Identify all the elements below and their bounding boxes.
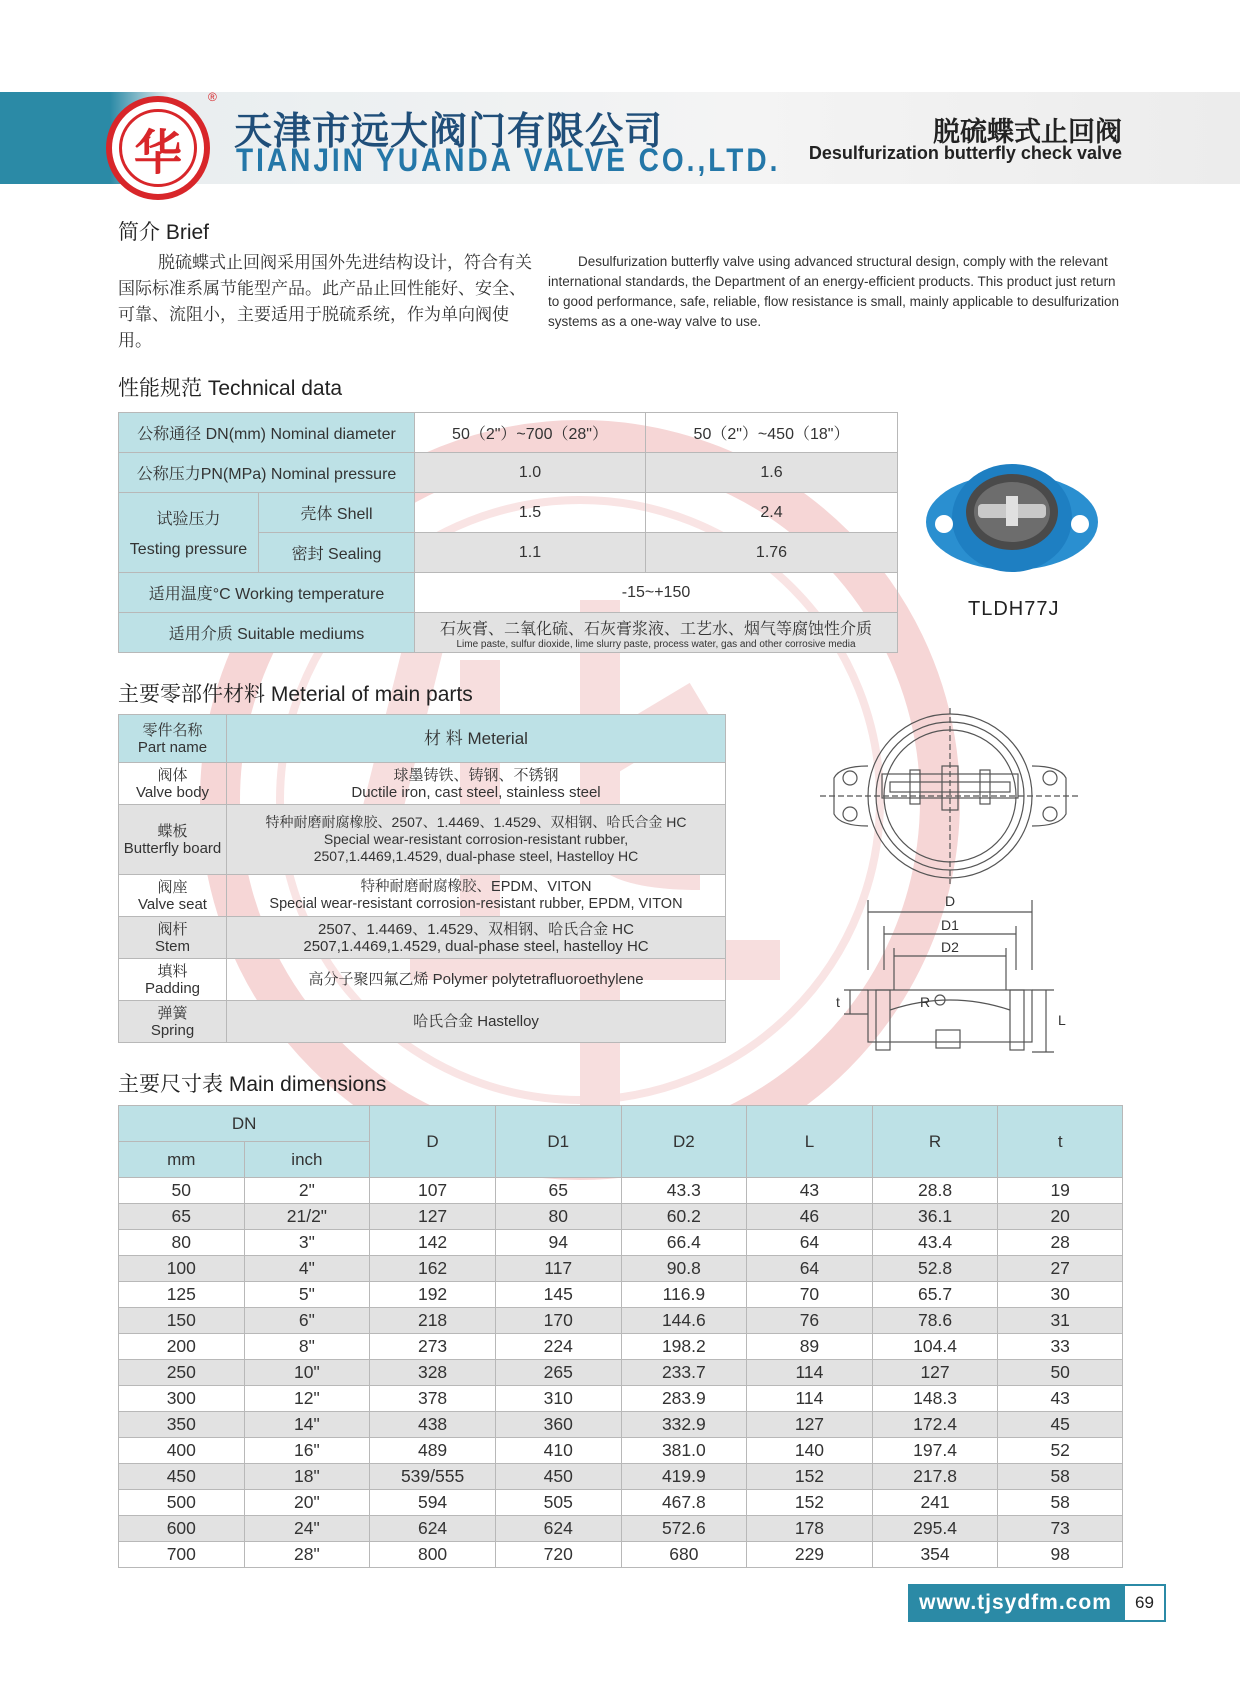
dims-cell: 10"	[244, 1360, 370, 1386]
nominal-pressure-b: 1.6	[646, 453, 898, 493]
dims-cell: 20"	[244, 1490, 370, 1516]
dims-cell: 410	[495, 1438, 621, 1464]
dims-cell: 150	[119, 1308, 245, 1334]
dims-cell: 76	[747, 1308, 873, 1334]
dims-cell: 178	[747, 1516, 873, 1542]
dims-cell: 224	[495, 1334, 621, 1360]
dims-cell: 16"	[244, 1438, 370, 1464]
material-line: 特种耐磨耐腐橡胶、EPDM、VITON	[360, 878, 592, 895]
dims-cell: 89	[747, 1334, 873, 1360]
part-name-en: Butterfly board	[123, 839, 222, 857]
dims-header-inch: inch	[244, 1142, 370, 1178]
dims-cell: 450	[495, 1464, 621, 1490]
dims-cell: 594	[370, 1490, 496, 1516]
shell-a: 1.5	[415, 493, 646, 533]
nominal-diameter-b: 50（2"）~450（18"）	[646, 413, 898, 453]
dims-cell: 332.9	[621, 1412, 747, 1438]
dims-cell: 5"	[244, 1282, 370, 1308]
dims-cell: 64	[747, 1230, 873, 1256]
registered-mark: ®	[208, 90, 217, 104]
dims-row	[119, 1542, 1123, 1568]
material-row-value	[227, 763, 726, 805]
dims-cell: 58	[998, 1464, 1123, 1490]
dims-cell: 65	[119, 1204, 245, 1230]
product-title-cn: 脱硫蝶式止回阀	[933, 117, 1122, 147]
materials-title: 主要零部件材料 Meterial of main parts	[118, 683, 473, 706]
dims-cell: 66.4	[621, 1230, 747, 1256]
part-name-en: Valve body	[135, 783, 210, 801]
dims-cell: 192	[370, 1282, 496, 1308]
dims-cell: 197.4	[872, 1438, 998, 1464]
dims-cell: 21/2"	[244, 1204, 370, 1230]
material-line: Special wear-resistant corrosion-resistant rubber,	[323, 831, 629, 847]
dims-cell: 381.0	[621, 1438, 747, 1464]
materials-table	[118, 714, 726, 1043]
dims-cell: 100	[119, 1256, 245, 1282]
sealing-a: 1.1	[415, 533, 646, 573]
part-name-cn: 蝶板	[157, 822, 188, 840]
page-number: 69	[1123, 1584, 1166, 1622]
valve-front-drawing	[820, 706, 1080, 886]
sealing-b: 1.76	[646, 533, 898, 573]
dims-cell: 310	[495, 1386, 621, 1412]
dims-cell: 31	[998, 1308, 1123, 1334]
company-name-cn: 天津市远大阀门有限公司	[234, 111, 664, 153]
dims-cell: 28.8	[872, 1178, 998, 1204]
dims-cell: 172.4	[872, 1412, 998, 1438]
dims-row	[119, 1230, 1123, 1256]
dims-cell: 36.1	[872, 1204, 998, 1230]
material-row-value	[227, 1001, 726, 1043]
dims-header-d2: D2	[621, 1106, 747, 1178]
nominal-diameter-label: 公称通径 DN(mm) Nominal diameter	[119, 413, 415, 453]
dims-cell: 43	[998, 1386, 1123, 1412]
dims-cell: 70	[747, 1282, 873, 1308]
dim-label-r: R	[920, 994, 931, 1010]
dims-cell: 233.7	[621, 1360, 747, 1386]
dimensions-table	[118, 1105, 1123, 1568]
dims-cell: 378	[370, 1386, 496, 1412]
brief-text-en: Desulfurization butterfly valve using advanced structural design, comply with the relevant international standards, the Department of an energy-efficient products. This product just return to good performance, safe, reliable, flow resistance is small, mainly applicable to desulfurization systems as a one-way valve to use.	[548, 254, 1120, 329]
dims-cell: 24"	[244, 1516, 370, 1542]
material-line: 高分子聚四氟乙烯 Polymer polytetrafluoroethylene	[308, 971, 644, 988]
dims-cell: 2"	[244, 1178, 370, 1204]
dims-cell: 162	[370, 1256, 496, 1282]
part-name-en: Padding	[144, 979, 201, 997]
material-row-value	[227, 917, 726, 959]
dims-cell: 98	[998, 1542, 1123, 1568]
medium-label: 适用介质 Suitable mediums	[119, 613, 415, 653]
dims-cell: 152	[747, 1490, 873, 1516]
dims-cell: 45	[998, 1412, 1123, 1438]
dims-row	[119, 1438, 1123, 1464]
logo-char: 华	[119, 109, 197, 187]
dims-cell: 265	[495, 1360, 621, 1386]
dim-label-l: L	[1058, 1012, 1066, 1028]
dims-cell: 28"	[244, 1542, 370, 1568]
part-name-en: Spring	[150, 1021, 195, 1039]
dims-cell: 140	[747, 1438, 873, 1464]
dims-cell: 283.9	[621, 1386, 747, 1412]
dims-cell: 20	[998, 1204, 1123, 1230]
dims-cell: 104.4	[872, 1334, 998, 1360]
part-name-cn: 阀体	[157, 766, 188, 784]
dims-cell: 8"	[244, 1334, 370, 1360]
dims-cell: 43.3	[621, 1178, 747, 1204]
material-row-value	[227, 875, 726, 917]
dims-cell: 64	[747, 1256, 873, 1282]
dims-cell: 58	[998, 1490, 1123, 1516]
material-line: Ductile iron, cast steel, stainless steel	[351, 783, 601, 801]
dims-cell: 127	[747, 1412, 873, 1438]
dims-cell: 6"	[244, 1308, 370, 1334]
dims-cell: 350	[119, 1412, 245, 1438]
material-line: 2507,1.4469,1.4529, dual-phase steel, hastelloy HC	[303, 937, 649, 955]
material-row-part	[119, 917, 227, 959]
dims-cell: 539/555	[370, 1464, 496, 1490]
materials-header-part	[119, 715, 227, 763]
medium-cn: 石灰膏、二氧化硫、石灰膏浆液、工艺水、烟气等腐蚀性介质	[439, 620, 872, 638]
dims-cell: 78.6	[872, 1308, 998, 1334]
material-row-part	[119, 959, 227, 1001]
dims-cell: 43	[747, 1178, 873, 1204]
dims-header-d1: D1	[495, 1106, 621, 1178]
dims-cell: 125	[119, 1282, 245, 1308]
materials-header-material: 材 料 Meterial	[227, 715, 726, 763]
dims-cell: 27	[998, 1256, 1123, 1282]
website-url[interactable]: www.tjsydfm.com	[908, 1584, 1123, 1622]
dims-cell: 80	[119, 1230, 245, 1256]
dims-cell: 117	[495, 1256, 621, 1282]
dims-cell: 229	[747, 1542, 873, 1568]
dims-cell: 127	[872, 1360, 998, 1386]
dims-header-dn: DN	[119, 1106, 370, 1142]
dims-cell: 4"	[244, 1256, 370, 1282]
dims-cell: 198.2	[621, 1334, 747, 1360]
dims-cell: 438	[370, 1412, 496, 1438]
dims-cell: 127	[370, 1204, 496, 1230]
dims-cell: 116.9	[621, 1282, 747, 1308]
dims-cell: 43.4	[872, 1230, 998, 1256]
temperature-value: -15~+150	[415, 573, 898, 613]
dims-header-l: L	[747, 1106, 873, 1178]
dim-label-d: D	[944, 893, 956, 909]
dims-row	[119, 1334, 1123, 1360]
dims-cell: 218	[370, 1308, 496, 1334]
dims-cell: 300	[119, 1386, 245, 1412]
test-pressure-cn: 试验压力	[156, 511, 221, 528]
dims-cell: 360	[495, 1412, 621, 1438]
part-name-en: Valve seat	[138, 895, 207, 913]
dims-row	[119, 1282, 1123, 1308]
material-line: 2507、1.4469、1.4529、双相钢、哈氏合金 HC	[318, 920, 634, 938]
dims-cell: 145	[495, 1282, 621, 1308]
material-line: 哈氏合金 Hastelloy	[413, 1013, 539, 1030]
dims-cell: 152	[747, 1464, 873, 1490]
valve-model: TLDH77J	[968, 598, 1060, 620]
dims-row	[119, 1490, 1123, 1516]
part-name-cn: 阀杆	[157, 920, 188, 938]
product-title-en: Desulfurization butterfly check valve	[808, 143, 1122, 163]
material-line: 球墨铸铁、铸钢、不锈钢	[393, 766, 559, 784]
dims-cell: 107	[370, 1178, 496, 1204]
dims-cell: 505	[495, 1490, 621, 1516]
dims-header-mm: mm	[119, 1142, 245, 1178]
material-row-part	[119, 763, 227, 805]
dims-cell: 419.9	[621, 1464, 747, 1490]
dims-cell: 328	[370, 1360, 496, 1386]
dims-cell: 114	[747, 1360, 873, 1386]
dims-row	[119, 1412, 1123, 1438]
dims-cell: 600	[119, 1516, 245, 1542]
part-name-en: Stem	[154, 937, 190, 955]
dims-row	[119, 1204, 1123, 1230]
dims-header-t: t	[998, 1106, 1123, 1178]
dims-cell: 250	[119, 1360, 245, 1386]
shell-label: 壳体 Shell	[259, 493, 415, 533]
dims-cell: 14"	[244, 1412, 370, 1438]
dims-cell: 148.3	[872, 1386, 998, 1412]
medium-value	[415, 613, 898, 653]
part-name-cn: 阀座	[157, 878, 188, 896]
dims-cell: 572.6	[621, 1516, 747, 1542]
dims-cell: 46	[747, 1204, 873, 1230]
dims-cell: 500	[119, 1490, 245, 1516]
sealing-label: 密封 Sealing	[259, 533, 415, 573]
dims-cell: 720	[495, 1542, 621, 1568]
dims-row	[119, 1464, 1123, 1490]
dims-cell: 33	[998, 1334, 1123, 1360]
dims-row	[119, 1386, 1123, 1412]
technical-table	[118, 412, 898, 653]
nominal-pressure-label: 公称压力PN(MPa) Nominal pressure	[119, 453, 415, 493]
dims-cell: 624	[370, 1516, 496, 1542]
test-pressure-en: Testing pressure	[129, 541, 248, 558]
dims-cell: 489	[370, 1438, 496, 1464]
dims-cell: 217.8	[872, 1464, 998, 1490]
temperature-label: 适用温度°C Working temperature	[119, 573, 415, 613]
dims-row	[119, 1308, 1123, 1334]
dim-label-d2: D2	[941, 939, 959, 955]
dims-cell: 80	[495, 1204, 621, 1230]
dim-label-t: t	[836, 994, 840, 1010]
dims-cell: 12"	[244, 1386, 370, 1412]
dims-cell: 90.8	[621, 1256, 747, 1282]
dims-cell: 170	[495, 1308, 621, 1334]
dims-cell: 30	[998, 1282, 1123, 1308]
dims-row	[119, 1516, 1123, 1542]
dims-cell: 50	[998, 1360, 1123, 1386]
technical-title: 性能规范 Technical data	[118, 377, 343, 400]
brief-title: 简介 Brief	[118, 221, 210, 244]
shell-b: 2.4	[646, 493, 898, 533]
material-line: Special wear-resistant corrosion-resistant rubber, EPDM, VITON	[269, 895, 683, 912]
medium-en: Lime paste, sulfur dioxide, lime slurry paste, process water, gas and other corrosive media	[456, 638, 856, 650]
dims-header-r: R	[872, 1106, 998, 1178]
dims-cell: 65	[495, 1178, 621, 1204]
dims-cell: 18"	[244, 1464, 370, 1490]
dims-row	[119, 1360, 1123, 1386]
test-pressure-label	[119, 493, 259, 573]
dims-cell: 73	[998, 1516, 1123, 1542]
brief-text-cn: 脱硫蝶式止回阀采用国外先进结构设计，符合有关国际标准系属节能型产品。此产品止回性能好、安全、可靠、流阻小，主要适用于脱硫系统，作为单向阀使用。	[118, 253, 532, 350]
dims-row	[119, 1256, 1123, 1282]
materials-header-part-cn: 零件名称	[142, 721, 203, 739]
dims-cell: 65.7	[872, 1282, 998, 1308]
dims-row	[119, 1178, 1123, 1204]
part-name-cn: 弹簧	[157, 1004, 188, 1022]
dims-cell: 50	[119, 1178, 245, 1204]
valve-section-drawing	[820, 890, 1080, 1060]
dims-cell: 800	[370, 1542, 496, 1568]
dims-header-d: D	[370, 1106, 496, 1178]
material-line: 特种耐磨耐腐橡胶、2507、1.4469、1.4529、双相钢、哈氏合金 HC	[265, 814, 687, 830]
dims-cell: 295.4	[872, 1516, 998, 1542]
dimensions-body	[119, 1178, 1123, 1568]
dims-cell: 700	[119, 1542, 245, 1568]
material-row-part	[119, 1001, 227, 1043]
nominal-diameter-a: 50（2"）~700（28"）	[415, 413, 646, 453]
part-name-cn: 填料	[157, 962, 188, 980]
dims-cell: 19	[998, 1178, 1123, 1204]
material-row-part	[119, 875, 227, 917]
dims-cell: 400	[119, 1438, 245, 1464]
dims-cell: 200	[119, 1334, 245, 1360]
valve-photo	[922, 452, 1102, 587]
dims-cell: 354	[872, 1542, 998, 1568]
dims-cell: 94	[495, 1230, 621, 1256]
dims-cell: 3"	[244, 1230, 370, 1256]
dims-cell: 624	[495, 1516, 621, 1542]
dims-cell: 144.6	[621, 1308, 747, 1334]
dims-cell: 142	[370, 1230, 496, 1256]
dims-cell: 450	[119, 1464, 245, 1490]
material-line: 2507,1.4469,1.4529, dual-phase steel, Hastelloy HC	[313, 848, 639, 864]
company-name-en: TIANJIN YUANDA VALVE CO.,LTD.	[236, 142, 781, 178]
dims-cell: 241	[872, 1490, 998, 1516]
dimensions-title: 主要尺寸表 Main dimensions	[118, 1073, 387, 1096]
materials-header-part-en: Part name	[137, 738, 208, 756]
dims-cell: 114	[747, 1386, 873, 1412]
dim-label-d1: D1	[941, 917, 959, 933]
dims-cell: 467.8	[621, 1490, 747, 1516]
dims-cell: 273	[370, 1334, 496, 1360]
company-logo	[106, 96, 210, 200]
dims-cell: 52	[998, 1438, 1123, 1464]
material-row-value	[227, 805, 726, 875]
dims-cell: 60.2	[621, 1204, 747, 1230]
material-row-value	[227, 959, 726, 1001]
dims-cell: 28	[998, 1230, 1123, 1256]
nominal-pressure-a: 1.0	[415, 453, 646, 493]
dims-cell: 680	[621, 1542, 747, 1568]
material-row-part	[119, 805, 227, 875]
dims-cell: 52.8	[872, 1256, 998, 1282]
